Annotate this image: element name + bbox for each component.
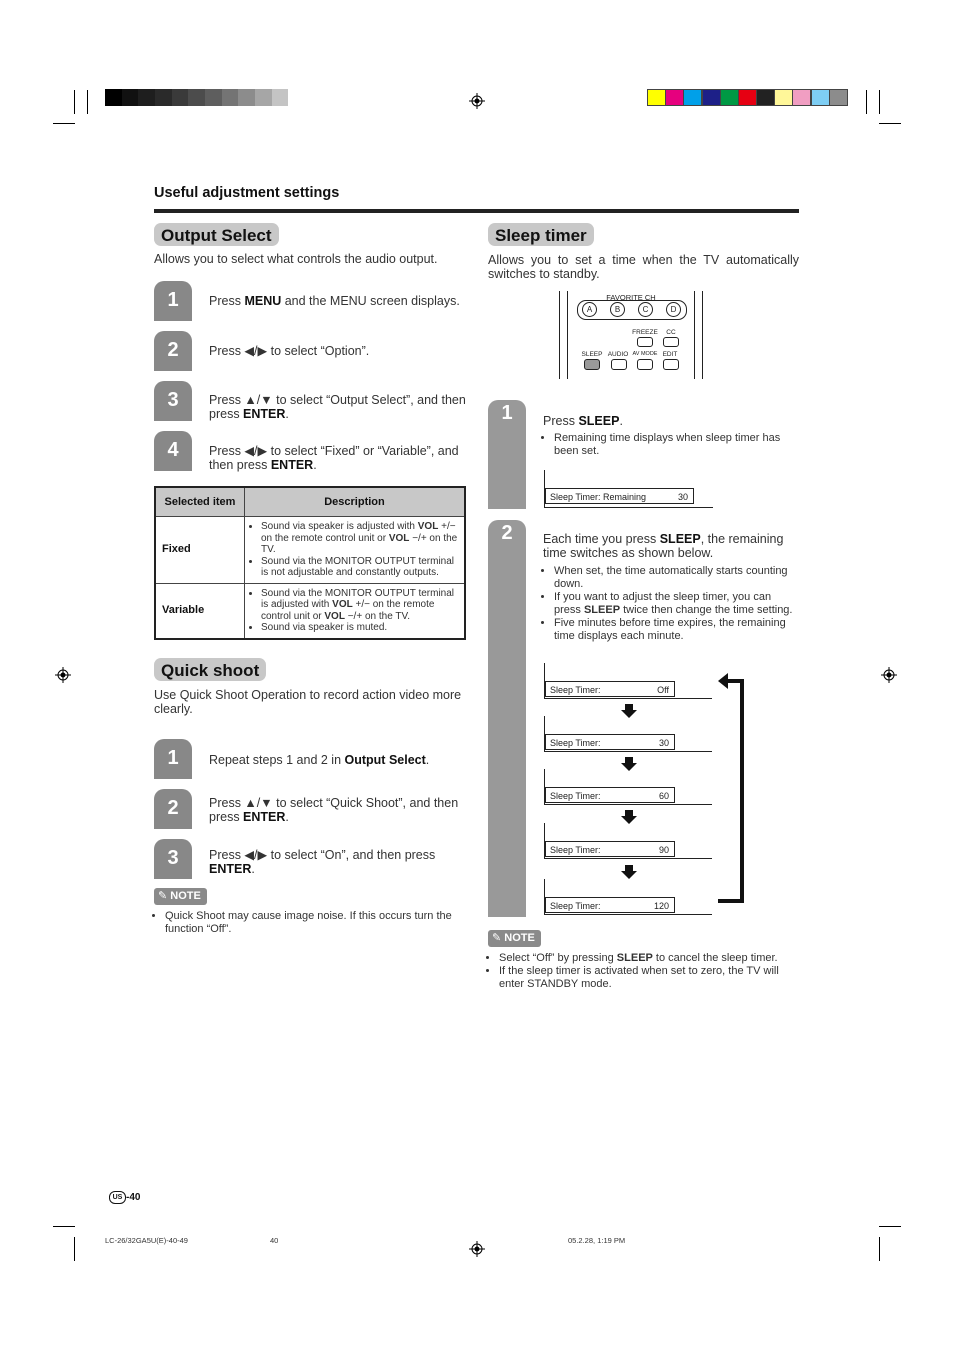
footer-sheet: 40 — [270, 1236, 279, 1245]
quick-note-text: • Quick Shoot may cause image noise. If this occurs turn the function “Off”. — [154, 910, 466, 936]
sleep-step-1-num: 1 — [501, 402, 513, 424]
arrow-down-icon — [621, 865, 637, 879]
sleep-step-2-text: Each time you press SLEEP, the remaining time switches as shown below. — [543, 532, 784, 560]
step-badge: 2 — [154, 789, 192, 829]
region-badge: US — [109, 1191, 126, 1204]
sleep-note-badge: ✎ NOTE — [488, 930, 541, 947]
step-badge: 3 — [154, 839, 192, 879]
audio-button[interactable] — [611, 359, 627, 370]
step-text: Repeat steps 1 and 2 in Output Select. — [209, 753, 430, 767]
step-text: Press MENU and the MENU screen displays. — [209, 294, 460, 308]
arrow-down-icon — [621, 757, 637, 771]
table-cell-item: Variable — [155, 583, 245, 639]
color-swatch — [222, 89, 239, 106]
color-swatch — [683, 89, 702, 106]
osd-box: Sleep Timer: Off — [545, 681, 675, 697]
color-swatch — [774, 89, 793, 106]
step-badge: 1 — [154, 739, 192, 779]
color-swatch — [792, 89, 811, 106]
table-row — [155, 583, 465, 639]
output-select-intro: Allows you to select what controls the audio output. — [154, 252, 438, 266]
color-calibration-bar — [647, 89, 847, 106]
output-select-title: Output Select — [154, 223, 279, 246]
registration-mark-right — [881, 667, 897, 683]
table-cell-description: • Sound via the MONITOR OUTPUT terminal is adjusted with VOL +/− on the remote control unit or VOL −/+ on the TV. • Sound via speaker is muted. — [245, 583, 466, 639]
edit-button[interactable] — [663, 359, 679, 370]
color-swatch — [665, 89, 684, 106]
column-header: Description — [245, 487, 466, 517]
step-badge: 3 — [154, 381, 192, 421]
step-text: Press ◀/▶ to select “On”, and then press ENTER. — [209, 848, 436, 876]
footer-date: 05.2.28, 1:19 PM — [568, 1236, 626, 1245]
color-swatch — [756, 89, 775, 106]
osd-box: Sleep Timer: 30 — [545, 734, 675, 750]
av-mode-button[interactable] — [637, 359, 653, 370]
osd-box: Sleep Timer: 90 — [545, 841, 675, 857]
color-swatch — [647, 89, 666, 106]
fav-button-b[interactable]: B — [610, 302, 625, 317]
color-swatch — [205, 89, 222, 106]
pencil-icon: ✎ — [158, 890, 168, 902]
sleep-step-2-num: 2 — [501, 522, 513, 544]
header-rule — [154, 209, 799, 213]
registration-mark-top — [469, 93, 485, 109]
step-badge: 2 — [154, 331, 192, 371]
table-cell-item: Fixed — [155, 517, 245, 584]
quick-shoot-title: Quick shoot — [154, 658, 266, 681]
step-badge: 1 — [154, 281, 192, 321]
color-swatch — [829, 89, 848, 106]
loop-arrow-icon — [714, 673, 748, 907]
step-text: Press ◀/▶ to select “Option”. — [209, 344, 370, 358]
table-cell-description: • Sound via speaker is adjusted with VOL +/− on the remote control unit or VOL −/+ on the TV. • Sound via the MONITOR OUTPUT terminal is not adjustable and constantly outputs. — [245, 517, 466, 584]
sleep-note-text: • Select “Off” by pressing SLEEP to cancel the sleep timer. • If the sleep timer is activated when set to zero, the TV will enter STANDBY mode. — [488, 952, 799, 991]
color-swatch — [105, 89, 122, 106]
color-swatch — [738, 89, 757, 106]
color-swatch — [238, 89, 255, 106]
fav-button-a[interactable]: A — [582, 302, 597, 317]
color-swatch — [155, 89, 172, 106]
sleep-step-2-bar — [488, 520, 526, 917]
column-header: Selected item — [155, 487, 245, 517]
registration-mark-bottom — [469, 1241, 485, 1257]
sleep-step-1-bullet: • Remaining time displays when sleep timer has been set. — [543, 432, 799, 458]
color-swatch — [122, 89, 139, 106]
step-text: Press ▲/▼ to select “Output Select”, and then press ENTER. — [209, 393, 466, 421]
grayscale-calibration-bar — [105, 89, 305, 106]
remote-illustration: FAVORITE CH A B C D FREEZE CC SLEEP AUDIO AV MODE EDIT — [559, 291, 704, 381]
fav-button-d[interactable]: D — [666, 302, 681, 317]
cc-button[interactable] — [663, 337, 679, 347]
arrow-down-icon — [621, 704, 637, 718]
step-text: Press ▲/▼ to select “Quick Shoot”, and then press ENTER. — [209, 796, 459, 824]
color-swatch — [138, 89, 155, 106]
osd-box: Sleep Timer: 60 — [545, 787, 675, 803]
color-swatch — [188, 89, 205, 106]
color-swatch — [811, 89, 830, 106]
color-swatch — [272, 89, 289, 106]
sleep-button[interactable] — [584, 359, 600, 370]
quick-shoot-intro: Use Quick Shoot Operation to record action video more clearly. — [154, 688, 462, 716]
fav-button-c[interactable]: C — [638, 302, 653, 317]
table-header-row — [155, 487, 465, 517]
registration-mark-left — [55, 667, 71, 683]
sleep-step-1-text: Press SLEEP. — [543, 414, 623, 428]
sleep-timer-title: Sleep timer — [488, 223, 594, 246]
pencil-icon: ✎ — [492, 932, 502, 944]
color-swatch — [288, 89, 305, 106]
arrow-down-icon — [621, 810, 637, 824]
osd-box: Sleep Timer: 120 — [545, 897, 675, 913]
color-swatch — [172, 89, 189, 106]
page-number: US -40 — [109, 1191, 140, 1204]
quick-note-badge: ✎ NOTE — [154, 888, 207, 905]
section-title: Useful adjustment settings — [154, 185, 340, 201]
color-swatch — [702, 89, 721, 106]
color-swatch — [255, 89, 272, 106]
table-row — [155, 517, 465, 584]
favorite-ch-label: FAVORITE CH — [606, 293, 656, 302]
color-swatch — [720, 89, 739, 106]
sleep-step-2-bullets: • When set, the time automatically starts counting down. • If you want to adjust the sleep timer, you can press SLEEP twice then change the time setting. • Five minutes before time expires, the remaining time displays each minute. — [543, 565, 799, 643]
step-text: Press ◀/▶ to select “Fixed” or “Variable”, and then press ENTER. — [209, 444, 459, 472]
output-select-table — [154, 486, 466, 640]
footer-file: LC-26/32GA5U(E)-40-49 — [105, 1236, 188, 1245]
freeze-button[interactable] — [637, 337, 653, 347]
step-badge: 4 — [154, 431, 192, 471]
sleep-timer-intro: Allows you to set a time when the TV automatically switches to standby. — [488, 253, 799, 281]
